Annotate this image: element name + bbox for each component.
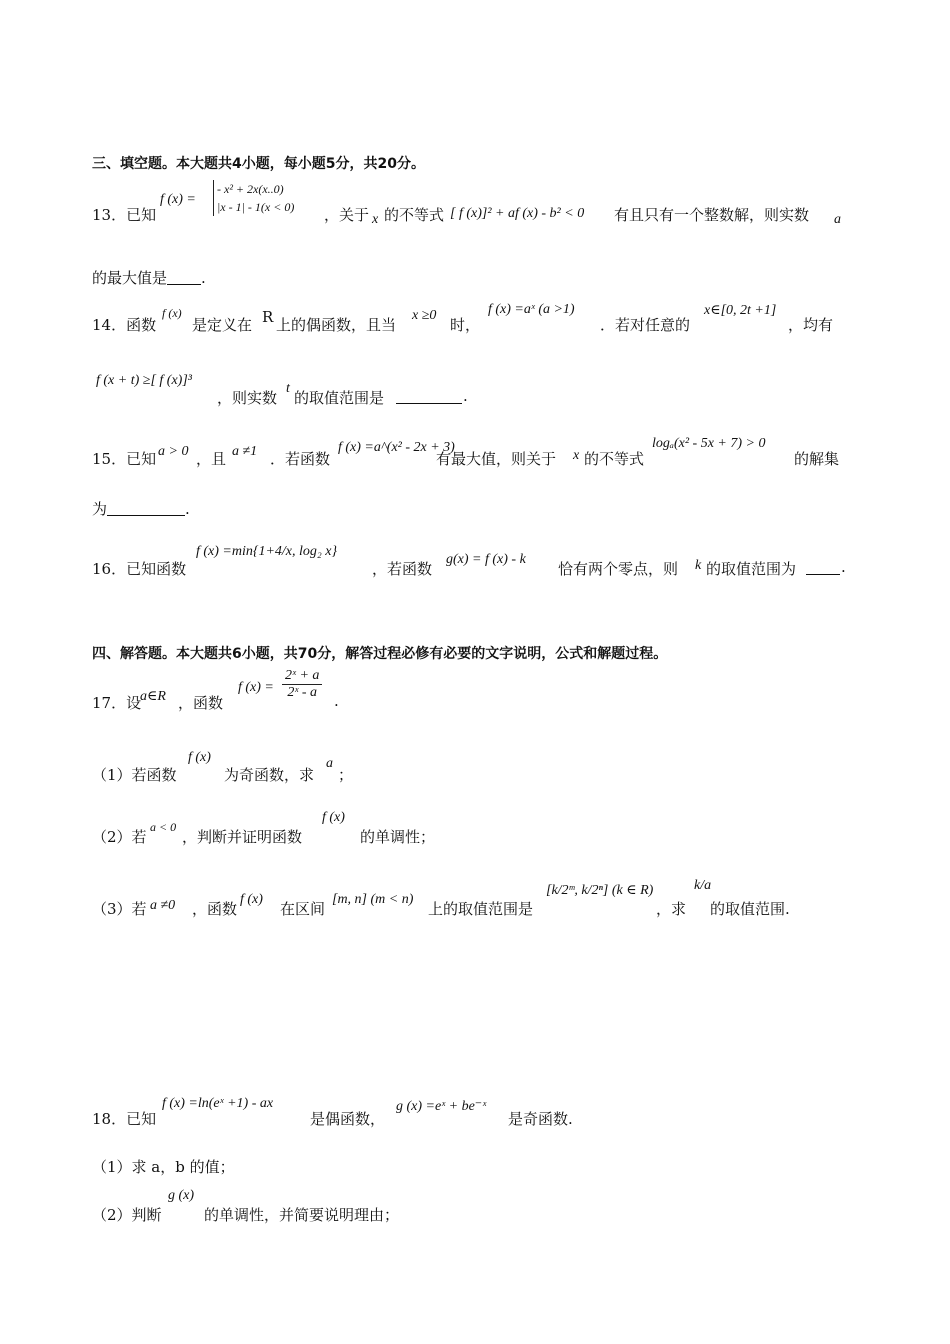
q17-p1-fx: f (x) bbox=[188, 750, 211, 765]
q17-p3-fx: f (x) bbox=[240, 892, 263, 907]
q13-answer-blank bbox=[167, 270, 201, 285]
q17-p3-text-4: ，求 bbox=[656, 900, 687, 918]
q15-line-2-text: 为 bbox=[92, 500, 108, 518]
q14-inequality: f (x + t) ≥[ f (x)]³ bbox=[96, 373, 192, 388]
q17-p2-fx: f (x) bbox=[322, 810, 345, 825]
q15-text-1: ，且 bbox=[196, 450, 227, 468]
q18-p2-g: g (x) bbox=[168, 1188, 195, 1203]
q16-text-2: 恰有两个零点，则 bbox=[558, 560, 679, 578]
q13-end: . bbox=[201, 269, 206, 287]
q13-text-2: 的不等式 bbox=[384, 206, 445, 224]
q13-case-1: - x² + 2x(x..0) bbox=[217, 182, 284, 196]
q14-text-2: 上的偶函数，且当 bbox=[276, 316, 397, 334]
q18-p2-text: 的单调性，并简要说明理由； bbox=[204, 1206, 400, 1224]
q15-answer-blank bbox=[107, 501, 185, 516]
q14-condition: x ≥0 bbox=[412, 308, 437, 323]
q15-var-x: x bbox=[573, 448, 580, 463]
q13-piecewise bbox=[213, 180, 294, 216]
q17-p1-var: a bbox=[326, 756, 333, 771]
q13-var-x: x bbox=[372, 212, 379, 227]
q17-fx: f (x) = bbox=[238, 680, 274, 695]
q14-answer-blank bbox=[396, 389, 462, 404]
q17-p3-label: （3）若 bbox=[92, 900, 147, 918]
q14-text-1: 是定义在 bbox=[192, 316, 253, 334]
q14-text-6: ，则实数 bbox=[217, 389, 278, 407]
section-4-heading: 四、解答题。本大题共6小题，共70分，解答过程必修有必要的文字说明，公式和解题过程。 bbox=[92, 646, 668, 662]
q14-text-5: ，均有 bbox=[788, 316, 834, 334]
q15-inequality: logₐ(x² - 5x + 7) > 0 bbox=[652, 436, 766, 451]
q13-text-3: 有且只有一个整数解，则实数 bbox=[614, 206, 810, 224]
q18-text-1: 是偶函数， bbox=[310, 1110, 386, 1128]
q13-case-2: |x - 1| - 1(x < 0) bbox=[217, 200, 295, 214]
q17-end: . bbox=[334, 692, 339, 710]
q17-number: 17．设 bbox=[92, 694, 142, 712]
q17-p3-end: 的取值范围. bbox=[710, 900, 790, 918]
q17-text-1: ，函数 bbox=[178, 694, 224, 712]
q18-g: g (x) =eˣ + be⁻ˣ bbox=[396, 1099, 487, 1114]
q15-number: 15．已知 bbox=[92, 450, 157, 468]
q18-part-1: （1）求 a，b 的值； bbox=[92, 1158, 235, 1176]
q14-text-4: ．若对任意的 bbox=[600, 316, 691, 334]
q14-range: x∈[0, 2t +1] bbox=[704, 303, 777, 318]
q15-text-2: ．若函数 bbox=[270, 450, 331, 468]
q16-end: . bbox=[841, 558, 846, 576]
q13-text-1: ，关于 bbox=[324, 206, 370, 224]
q16-var-k: k bbox=[695, 558, 702, 573]
q13-line-2 bbox=[92, 267, 206, 288]
q18-p2-label: （2）判断 bbox=[92, 1206, 162, 1224]
q17-p3-text-3: 上的取值范围是 bbox=[428, 900, 534, 918]
q16-number: 16．已知函数 bbox=[92, 560, 187, 578]
q14-definition: f (x) =aˣ (a >1) bbox=[488, 302, 575, 317]
q16-text-1: ，若函数 bbox=[372, 560, 433, 578]
q17-p3-text-2: 在区间 bbox=[280, 900, 326, 918]
q14-end: . bbox=[463, 387, 468, 405]
q13-line-2-text: 的最大值是 bbox=[92, 269, 168, 287]
q17-p2-condition: a < 0 bbox=[150, 820, 177, 834]
q16-answer-blank bbox=[806, 560, 840, 575]
q17-p3-range: [k/2ᵐ, k/2ⁿ] (k ∈ R) bbox=[546, 883, 654, 898]
q15-cond-1: a > 0 bbox=[158, 444, 189, 459]
q14-fx: f (x) bbox=[162, 306, 182, 320]
q17-p3-interval: [m, n] (m < n) bbox=[332, 892, 414, 907]
q17-p2-label: （2）若 bbox=[92, 828, 147, 846]
q17-condition: a∈R bbox=[140, 689, 166, 704]
q17-p1-label: （1）若函数 bbox=[92, 766, 177, 784]
q18-text-2: 是奇函数. bbox=[508, 1110, 573, 1128]
q13-fx: f (x) = bbox=[160, 192, 196, 207]
q17-fraction bbox=[282, 668, 322, 701]
q15-text-3: 有最大值，则关于 bbox=[436, 450, 557, 468]
q17-denominator: 2ˣ - a bbox=[287, 685, 318, 700]
q17-p2-end: 的单调性； bbox=[360, 828, 436, 846]
q17-p1-end: ； bbox=[338, 766, 354, 784]
q15-text-5: 的解集 bbox=[794, 450, 840, 468]
q17-p2-text: ，判断并证明函数 bbox=[182, 828, 303, 846]
q18-number: 18．已知 bbox=[92, 1110, 157, 1128]
q15-cond-2: a ≠1 bbox=[232, 444, 258, 459]
q14-text-7: 的取值范围是 bbox=[294, 389, 385, 407]
section-3-heading: 三、填空题。本大题共4小题，每小题5分，共20分。 bbox=[92, 156, 425, 172]
q14-number: 14．函数 bbox=[92, 316, 157, 334]
q14-R: R bbox=[262, 308, 274, 326]
q15-function: f (x) =a^(x² - 2x + 3) bbox=[338, 440, 455, 455]
q17-p3-text-1: ，函数 bbox=[192, 900, 238, 918]
q17-p3-condition: a ≠0 bbox=[150, 898, 176, 913]
q14-text-3: 时， bbox=[450, 316, 481, 334]
q16-function: f (x) =min{1+4/x, log₂ x} bbox=[196, 544, 338, 559]
q18-f: f (x) =ln(eˣ +1) - ax bbox=[162, 1096, 274, 1111]
q17-p3-ratio: k/a bbox=[694, 878, 712, 893]
q13-var-a: a bbox=[834, 212, 841, 227]
q16-text-3: 的取值范围为 bbox=[706, 560, 797, 578]
q15-line-2 bbox=[92, 498, 190, 519]
q14-var-t: t bbox=[286, 381, 290, 396]
q17-numerator: 2ˣ + a bbox=[282, 668, 322, 685]
q13-number: 13．已知 bbox=[92, 206, 157, 224]
q15-end: . bbox=[185, 500, 190, 518]
q13-inequality: [ f (x)]² + af (x) - b² < 0 bbox=[450, 206, 585, 221]
q17-p1-text: 为奇函数，求 bbox=[224, 766, 315, 784]
q15-text-4: 的不等式 bbox=[584, 450, 645, 468]
q16-g: g(x) = f (x) - k bbox=[446, 552, 526, 567]
